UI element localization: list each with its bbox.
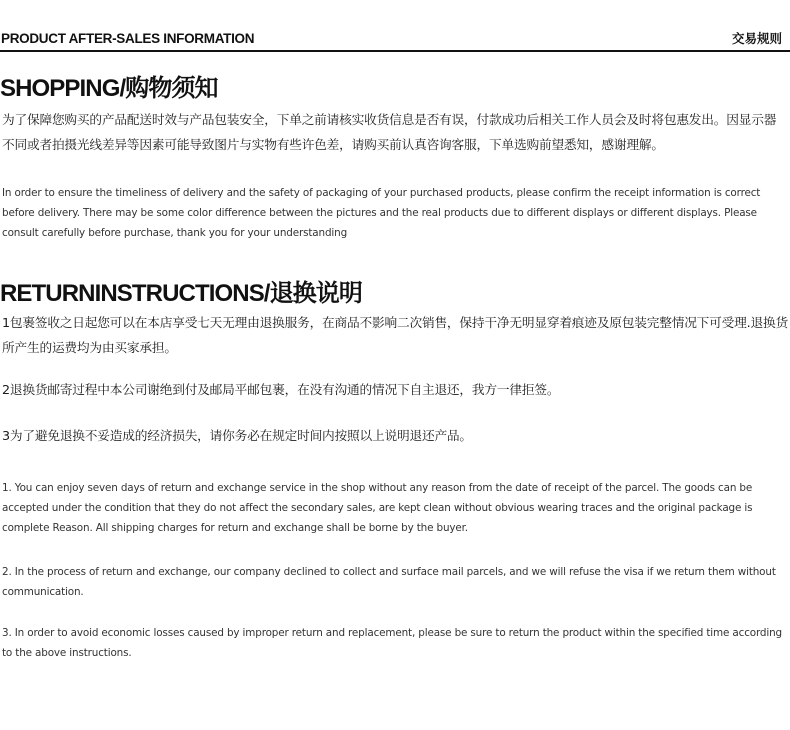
return-rule-en-1: 1. You can enjoy seven days of return and exchange service in the shop without any reason from the date of receipt of the parcel. The goods can be accepted under the condition that they do not affect the secondary sales, are kept clean without obvious wearing traces and the original package is complete Reason. All shipping charges for return and exchange shall be borne by the buyer. bbox=[2, 482, 753, 534]
return-rule-zh-3: 3为了避免退换不妥造成的经济损失，请你务必在规定时间内按照以上说明退还产品。 bbox=[2, 428, 472, 443]
shopping-section-title: SHOPPING/购物须知 bbox=[0, 75, 218, 102]
return-rule-zh-2: 2退换货邮寄过程中本公司谢绝到付及邮局平邮包裹，在没有沟通的情况下自主退还，我方一律拒签。 bbox=[2, 382, 560, 397]
return-rule-en-2: 2. In the process of return and exchange, our company declined to collect and surface mail parcels, and we will refuse the visa if we return them without communication. bbox=[2, 566, 776, 598]
header-divider bbox=[0, 50, 790, 52]
return-rule-zh-1: 1包裹签收之日起您可以在本店享受七天无理由退换服务，在商品不影响二次销售，保持干净无明显穿着痕迹及原包装完整情况下可受理.退换货所产生的运费均为由买家承担。 bbox=[2, 315, 788, 355]
return-rule-en-3: 3. In order to avoid economic losses caused by improper return and replacement, please be sure to return the product within the specified time according to the above instructions. bbox=[2, 627, 782, 659]
header-bar bbox=[0, 24, 790, 52]
returns-section-title: RETURNINSTRUCTIONS/退换说明 bbox=[0, 280, 362, 307]
shopping-chinese-text: 为了保障您购买的产品配送时效与产品包装安全，下单之前请核实收货信息是否有误，付款成功后相关工作人员会及时将包惠发出。因显示器不同或者拍摄光线差异等因素可能导致图片与实物有些许色差，请购买前认真咨询客服，下单选购前望悉知，感谢理解。 bbox=[2, 112, 777, 152]
shopping-english-text: In order to ensure the timeliness of delivery and the safety of packaging of your purchased products, please confirm the receipt information is correct before delivery. There may be some color difference between the pictures and the real products due to different displays or different displays. Please consult carefully before purchase, thank you for your understanding bbox=[2, 187, 761, 239]
page-title: PRODUCT AFTER-SALES INFORMATION bbox=[1, 31, 255, 46]
trade-rules-link[interactable]: 交易规则 bbox=[731, 31, 782, 46]
